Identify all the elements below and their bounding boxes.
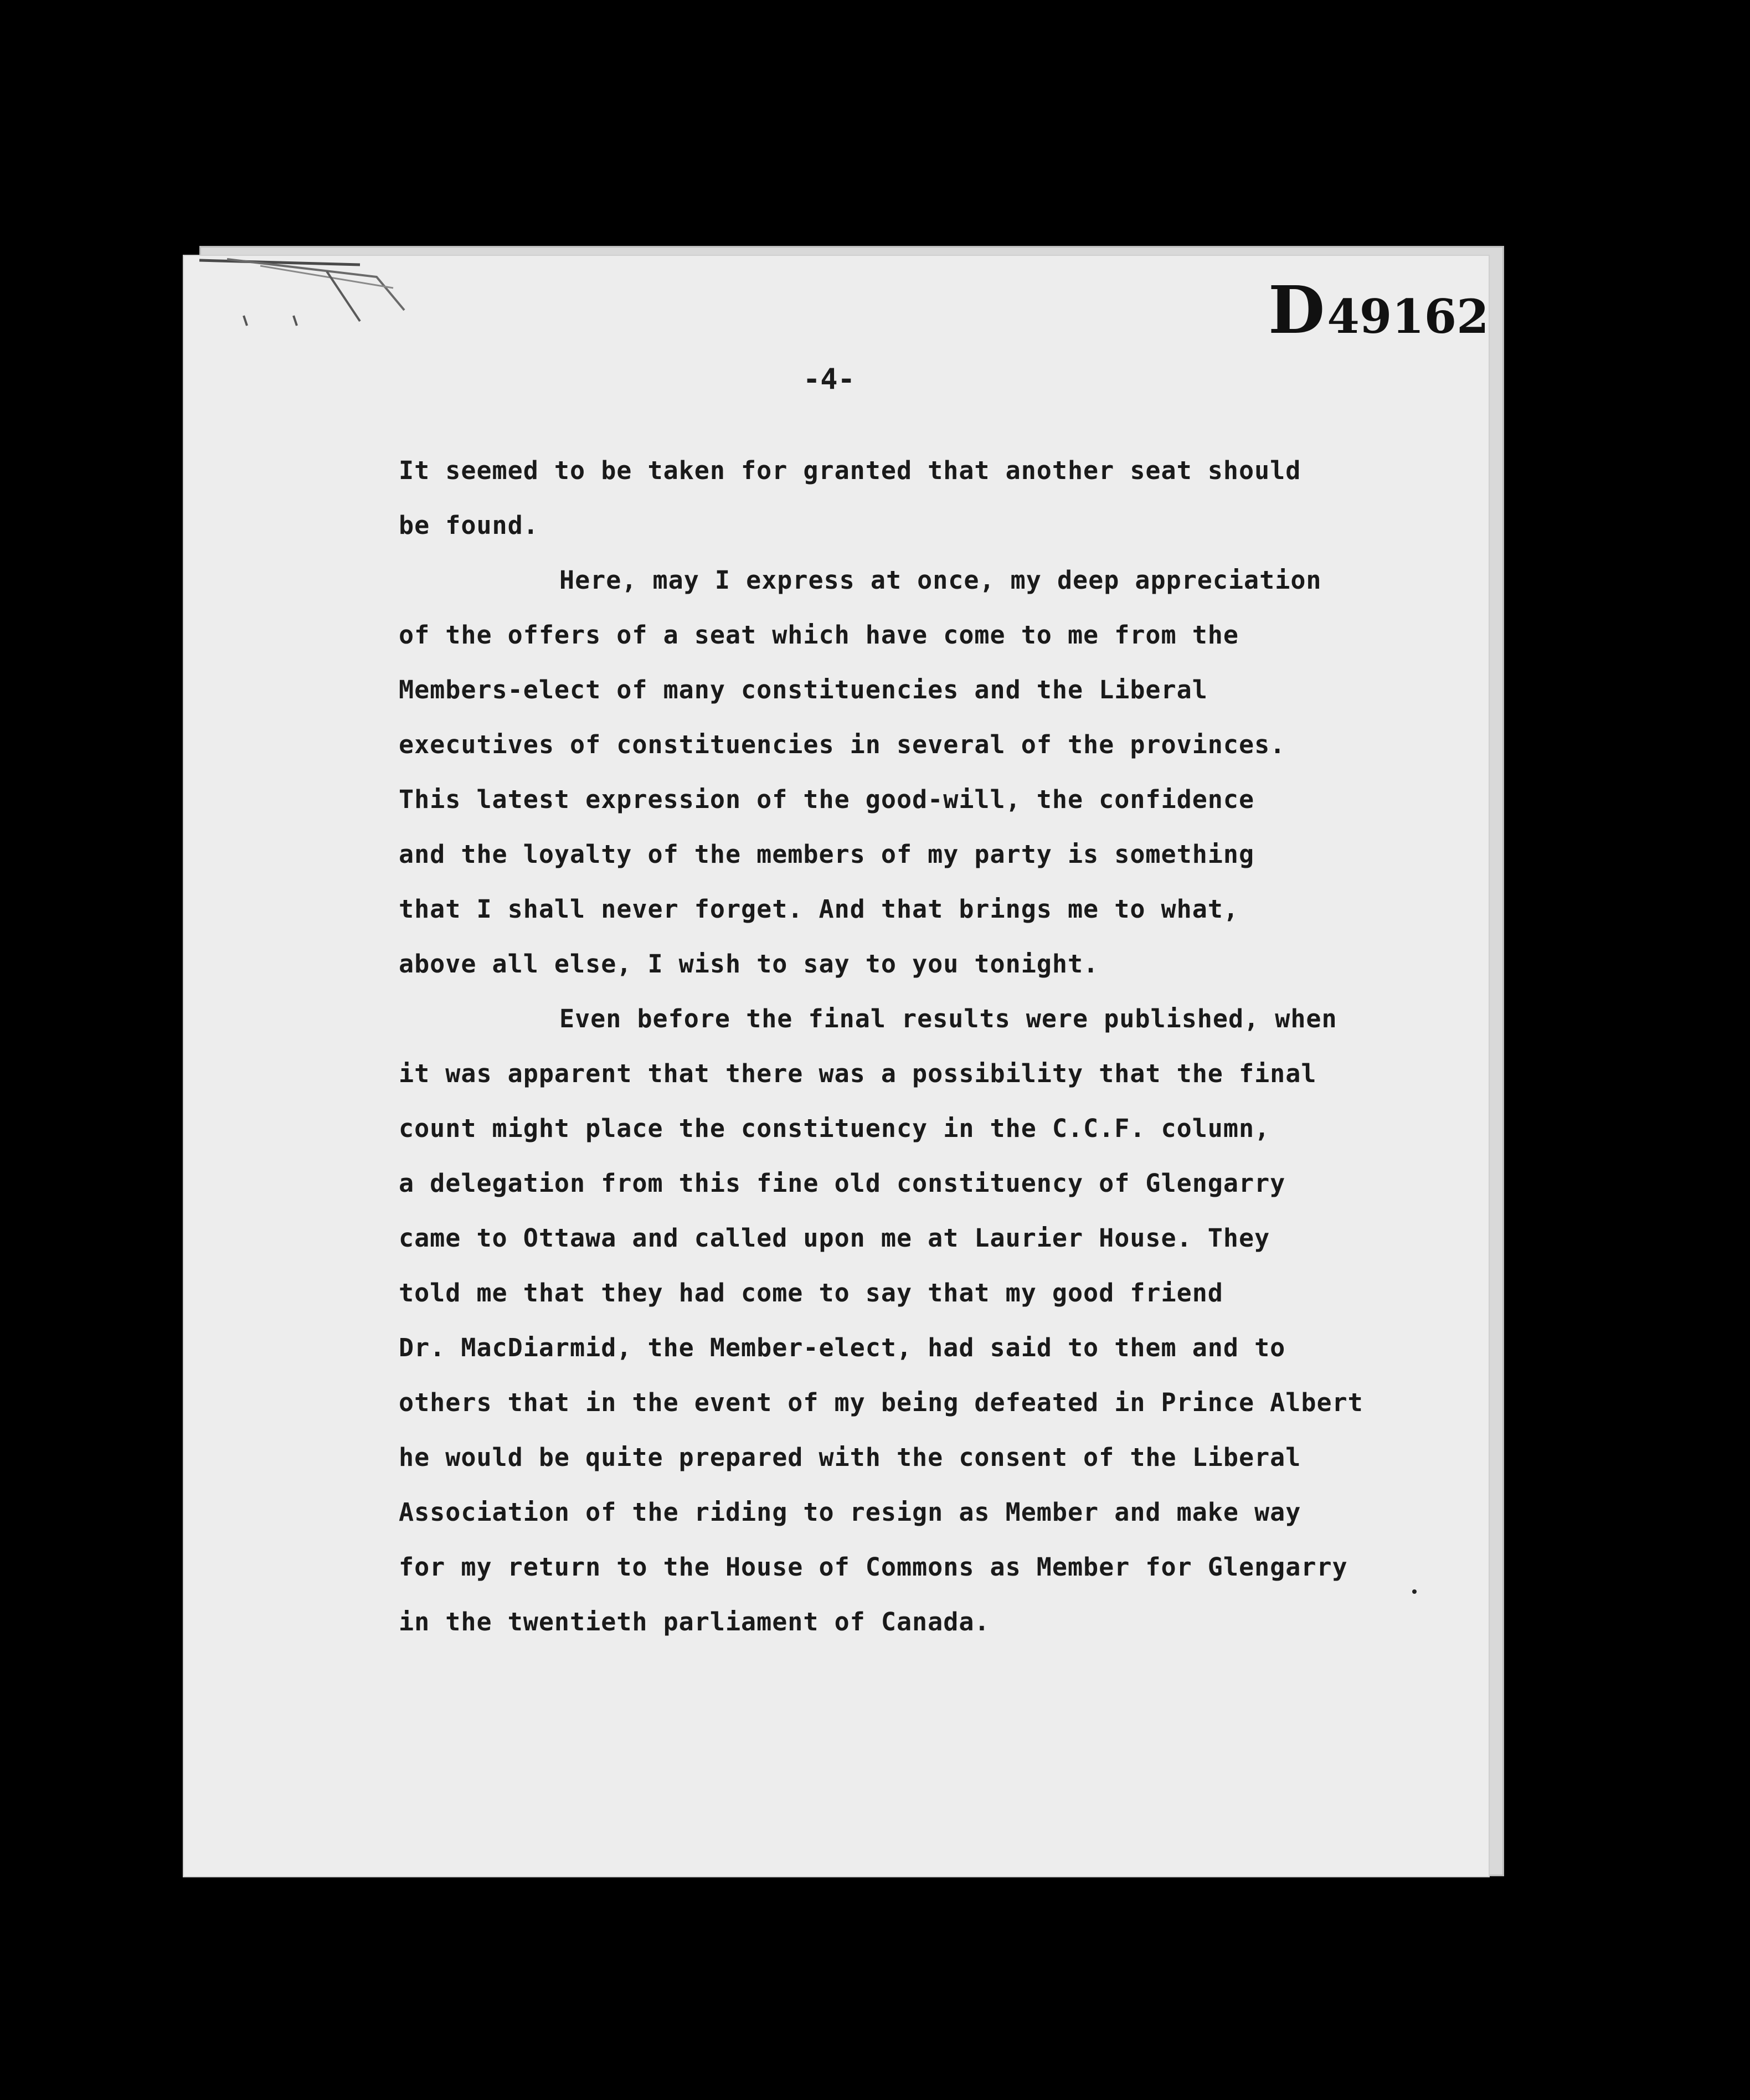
text-line: count might place the constituency in the C.C.F. column, — [399, 1114, 1270, 1143]
text-line: told me that they had come to say that my good friend — [399, 1278, 1223, 1308]
text-line: in the twentieth parliament of Canada. — [399, 1607, 990, 1636]
text-line: a delegation from this fine old constituency of Glengarry — [399, 1169, 1286, 1198]
text-line: executives of constituencies in several of the provinces. — [399, 730, 1286, 759]
text-line: for my return to the House of Commons as Member for Glengarry — [399, 1552, 1348, 1582]
text-line: came to Ottawa and called upon me at Laurier House. They — [399, 1223, 1270, 1253]
text-line: Dr. MacDiarmid, the Member-elect, had said to them and to — [399, 1333, 1286, 1362]
text-line: This latest expression of the good-will, the confidence — [399, 785, 1255, 814]
text-line: above all else, I wish to say to you tonight. — [399, 949, 1099, 979]
text-line: Even before the final results were published, when — [559, 1004, 1337, 1033]
text-line: Members-elect of many constituencies and the Liberal — [399, 675, 1208, 704]
text-line: of the offers of a seat which have come to me from the — [399, 620, 1239, 650]
document-page — [183, 255, 1490, 1877]
text-line: it was apparent that there was a possibility that the final — [399, 1059, 1317, 1088]
text-line: that I shall never forget. And that brings me to what, — [399, 894, 1239, 924]
typed-body-text — [399, 443, 1451, 1649]
text-line: he would be quite prepared with the consent of the Liberal — [399, 1443, 1301, 1472]
text-line: Here, may I express at once, my deep appreciation — [559, 565, 1322, 595]
ink-dot — [1412, 1589, 1417, 1594]
document-id-prefix: D — [1268, 271, 1325, 348]
text-line: It seemed to be taken for granted that another seat should — [399, 456, 1301, 485]
staple-scratch-mark — [194, 255, 437, 332]
text-line: others that in the event of my being defeated in Prince Albert — [399, 1388, 1363, 1417]
text-line: and the loyalty of the members of my party is something — [399, 840, 1255, 869]
text-line: Association of the riding to resign as Member and make way — [399, 1497, 1301, 1527]
document-id-stamp — [1268, 271, 1489, 348]
text-line: be found. — [399, 511, 539, 540]
document-id-number: 49162 — [1327, 289, 1489, 344]
page-number: -4- — [803, 363, 855, 396]
